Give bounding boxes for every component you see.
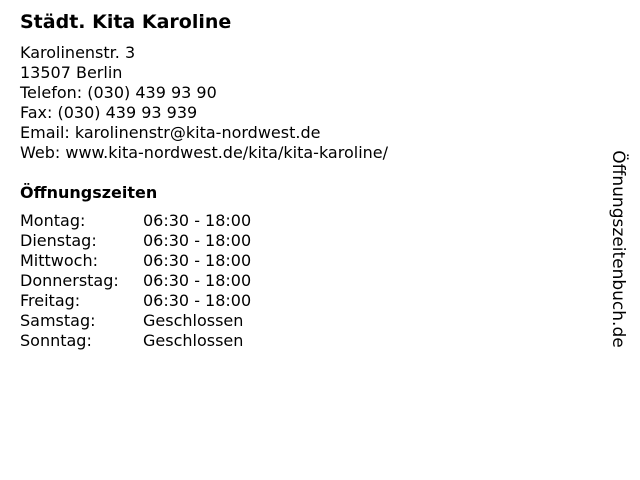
hours-day: Donnerstag: — [20, 271, 119, 290]
hours-day: Freitag: — [20, 291, 81, 310]
hours-time: Geschlossen — [143, 331, 244, 350]
hours-time: Geschlossen — [143, 311, 244, 330]
hours-time: 06:30 - 18:00 — [143, 251, 252, 270]
hours-time: 06:30 - 18:00 — [143, 211, 252, 230]
email-line: Email: karolinenstr@kita-nordwest.de — [20, 123, 321, 142]
hours-heading: Öffnungszeiten — [20, 183, 158, 202]
city-line: 13507 Berlin — [20, 63, 123, 82]
hours-day: Dienstag: — [20, 231, 97, 250]
hours-row-thursday — [20, 271, 600, 291]
street-line: Karolinenstr. 3 — [20, 43, 136, 62]
fax-line: Fax: (030) 439 93 939 — [20, 103, 198, 122]
phone-line: Telefon: (030) 439 93 90 — [20, 83, 217, 102]
business-title: Städt. Kita Karoline — [20, 11, 232, 33]
hours-time: 06:30 - 18:00 — [143, 231, 252, 250]
hours-table — [20, 211, 600, 351]
hours-time: 06:30 - 18:00 — [143, 271, 252, 290]
hours-row-tuesday — [20, 231, 600, 251]
web-line: Web: www.kita-nordwest.de/kita/kita-karoline/ — [20, 143, 389, 162]
hours-day: Montag: — [20, 211, 86, 230]
hours-time: 06:30 - 18:00 — [143, 291, 252, 310]
hours-day: Mittwoch: — [20, 251, 98, 270]
hours-row-sunday — [20, 331, 600, 351]
hours-day: Sonntag: — [20, 331, 92, 350]
hours-row-wednesday — [20, 251, 600, 271]
watermark-text: Öffnungszeitenbuch.de — [608, 150, 628, 348]
hours-row-friday — [20, 291, 600, 311]
site-watermark — [586, 135, 640, 363]
business-card — [20, 10, 600, 351]
address-block — [20, 43, 600, 163]
hours-row-saturday — [20, 311, 600, 331]
hours-row-monday — [20, 211, 600, 231]
hours-day: Samstag: — [20, 311, 96, 330]
